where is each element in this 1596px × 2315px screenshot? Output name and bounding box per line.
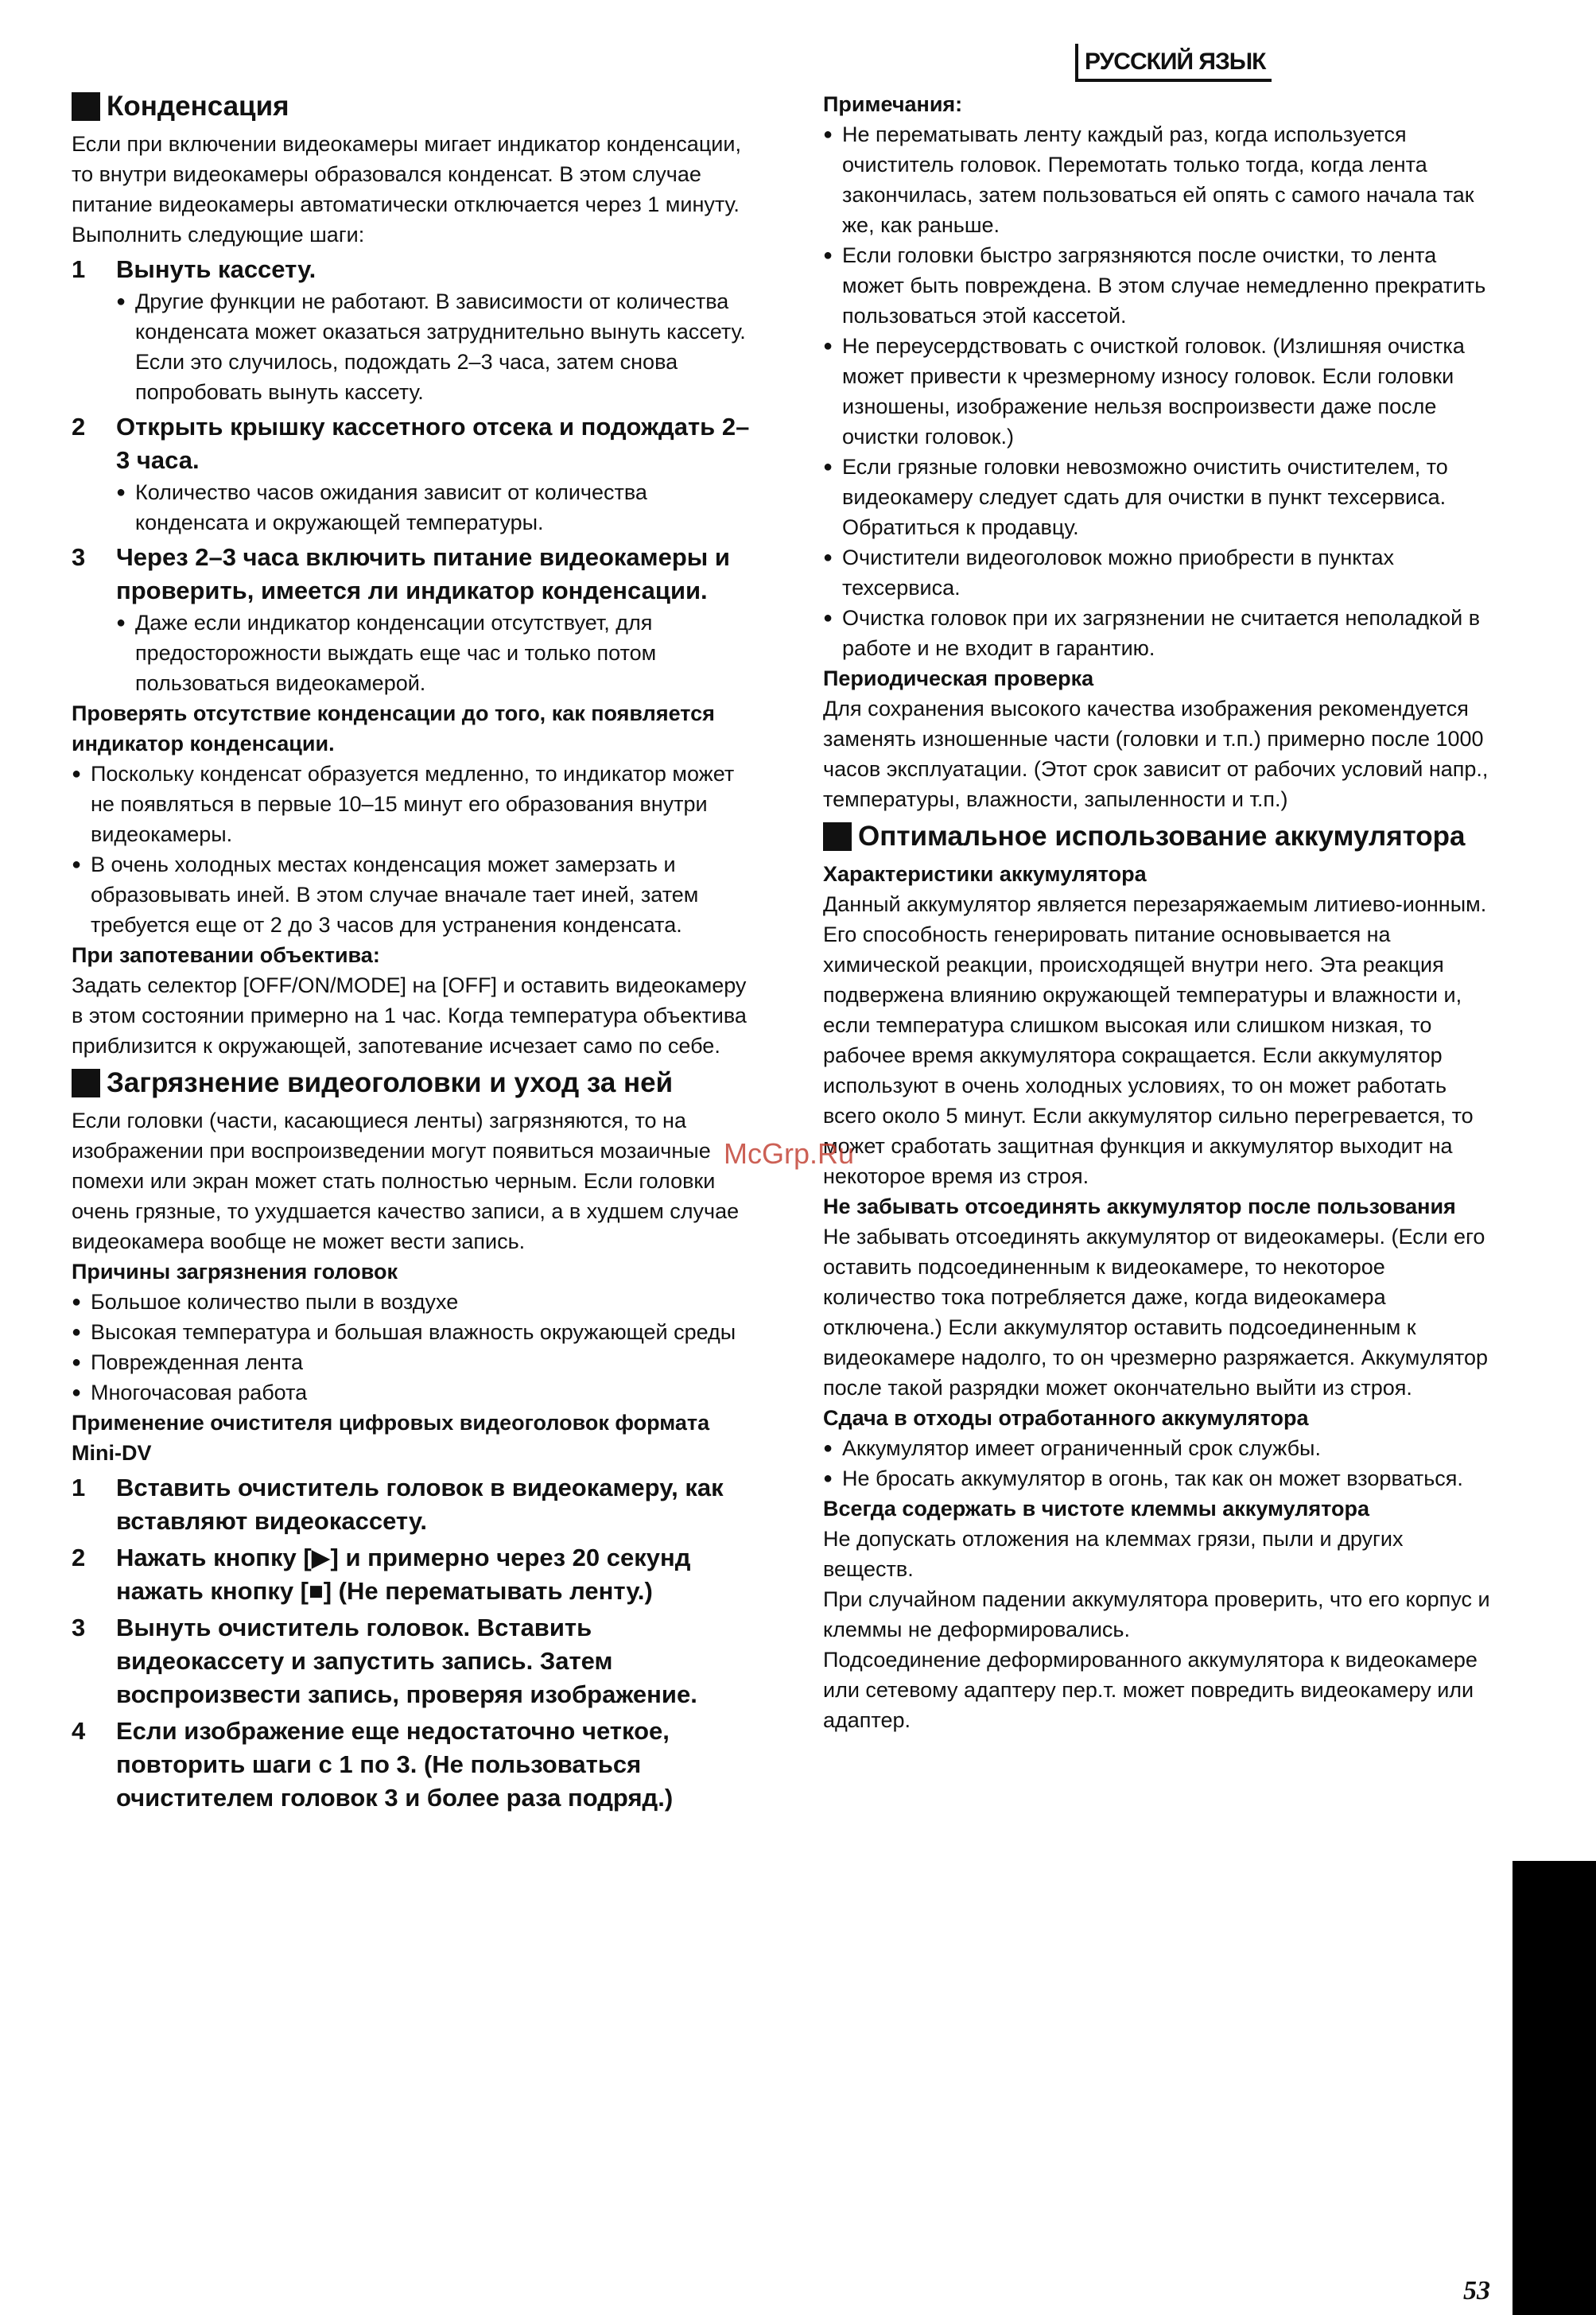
section-title-condensation: Конденсация [72,89,754,124]
battery-clean-heading: Всегда содержать в чистоте клеммы аккумулятора [823,1497,1370,1521]
watermark: McGrp.Ru [724,1137,855,1170]
section-title-battery: Оптимальное использование аккумулятора [823,819,1494,854]
list-item: ● Большое количество пыли в воздухе [72,1287,754,1317]
causes-list [72,1287,754,1408]
cleaner-heading: Применение очистителя цифровых видеоголовок формата Mini-DV [72,1411,710,1465]
section-marker-icon [72,1069,100,1097]
list-item: ● Высокая температура и большая влажность окружающей среды [72,1317,754,1347]
condensation-intro: Если при включении видеокамеры мигает индикатор конденсации, то внутри видеокамеры образовался конденсат. В этом случае питание видеокамеры автоматически отключается через 1 минуту. Выполнить следующие шаги: [72,132,741,247]
cleaner-step-2: 2 Нажать кнопку [▶] и примерно через 20 секунд нажать кнопку [■] (Не перематывать ленту.) [72,1544,691,1605]
cleaner-step-4: 4 Если изображение еще недостаточно четкое, повторить шаги с 1 по 3. (Не пользоваться очистителем головок 3 и более раза подряд.) [72,1717,674,1812]
language-tab: РУССКИЙ ЯЗЫК [1075,44,1272,82]
section-marker-icon [823,822,852,851]
list-item: ● Очистка головок при их загрязнении не считается неполадкой в работе и не входит в гарантию. [823,603,1494,663]
lens-heading: При запотевании объектива: [72,943,380,967]
list-item: ● Аккумулятор имеет ограниченный срок службы. [823,1433,1494,1463]
heads-intro: Если головки (части, касающиеся ленты) загрязняются, то на изображении при воспроизведении могут появиться мозаичные помехи или экран может стать полностью черным. Если головки очень грязные, то ухудшается качество записи, а в худшем случае видеокамера вообще не может вести запись. [72,1109,740,1253]
battery-char-heading: Характеристики аккумулятора [823,862,1147,886]
list-item: ● Поскольку конденсат образуется медленно, то индикатор может не появляться в первые 10–15 минут его образования внутри видеокамеры. [72,759,754,849]
cleaner-step-3: 3 Вынуть очиститель головок. Вставить видеокассету и запустить запись. Затем воспроизвести запись, проверяя изображение. [72,1614,697,1708]
battery-clean-text-2: При случайном падении аккумулятора проверить, что его корпус и клеммы не деформировались. [823,1587,1490,1641]
notes-heading: Примечания: [823,92,963,116]
step-2-bullets [72,477,754,538]
list-item: ● Если головки быстро загрязняются после очистки, то лента может быть повреждена. В этом случае немедленно прекратить пользоваться этой кассетой. [823,240,1494,331]
step-1-bullets [72,286,754,407]
causes-heading: Причины загрязнения головок [72,1260,398,1284]
list-item: ● Не переусердствовать с очисткой головок. (Излишняя очистка может привести к чрезмерному износу головок. Если головки изношены, изображение нельзя воспроизвести даже после очистки головок.) [823,331,1494,452]
side-tab-marker [1513,1861,1596,2315]
left-column [72,89,754,1815]
condensation-step-3: 3 Через 2–3 часа включить питание видеокамеры и проверить, имеется ли индикатор конденсации. [72,543,730,604]
battery-char-text: Данный аккумулятор является перезаряжаемым литиево-ионным. Его способность генерировать питание основывается на химической реакции, происходящей внутри него. Эта реакция подвержена влиянию окружающей температуры и влажности и, если температура слишком высокая или слишком низкая, то рабочее время аккумулятора сокращается. Если аккумулятор используют в очень холодных условиях, то он может работать всего около 5 минут. Если аккумулятор сильно перегревается, то может сработать защитная функция и аккумулятор выходит на некоторое время из строя. [823,892,1487,1188]
step-3-bullets [72,608,754,698]
list-item: ● Очистители видеоголовок можно приобрести в пунктах техсервиса. [823,542,1494,603]
battery-disposal-heading: Сдача в отходы отработанного аккумулятора [823,1406,1309,1430]
check-bullets [72,759,754,940]
notes-list [823,119,1494,663]
condensation-step-1: 1 Вынуть кассету. [72,255,316,283]
battery-detach-text: Не забывать отсоединять аккумулятор от видеокамеры. (Если его оставить подсоединенным к видеокамере, то некоторое количество тока потребляется даже, когда видеокамера отключена.) Если аккумулятор оставить подсоединенным к видеокамере надолго, то он чрезмерно разряжается. Аккумулятор после такой разрядки может окончательно выйти из строя. [823,1225,1488,1400]
list-item: ● Поврежденная лента [72,1347,754,1377]
page-number: 53 [1463,2276,1490,2305]
section-title-heads: Загрязнение видеоголовки и уход за ней [72,1066,754,1101]
battery-detach-heading: Не забывать отсоединять аккумулятор после пользования [823,1194,1456,1218]
check-heading: Проверять отсутствие конденсации до того, как появляется индикатор конденсации. [72,701,715,755]
cleaner-step-1: 1 Вставить очиститель головок в видеокамеру, как вставляют видеокассету. [72,1474,724,1535]
list-item: ● Не перематывать ленту каждый раз, когда используется очиститель головок. Перемотать только тогда, когда лента закончилась, затем пользоваться ей опять с самого начала так же, как раньше. [823,119,1494,240]
list-item: ● Если грязные головки невозможно очистить очистителем, то видеокамеру следует сдать для очистки в пункт техсервиса. Обратиться к продавцу. [823,452,1494,542]
lens-text: Задать селектор [OFF/ON/MODE] на [OFF] и оставить видеокамеру в этом состоянии примерно на 1 час. Когда температура объектива приблизится к окружающей, запотевание исчезает само по себе. [72,973,747,1058]
battery-clean-text-3: Подсоединение деформированного аккумулятора к видеокамере или сетевому адаптеру пер.т. может повредить видеокамеру или адаптер. [823,1648,1478,1732]
disposal-list [823,1433,1494,1493]
periodic-text: Для сохранения высокого качества изображения рекомендуется заменять изношенные части (головки и т.п.) примерно после 1000 часов эксплуатации. (Этот срок зависит от рабочих условий напр., температуры, влажности, запыленности и т.п.) [823,697,1489,811]
list-item: ● Не бросать аккумулятор в огонь, так как он может взорваться. [823,1463,1494,1493]
list-item: ● В очень холодных местах конденсация может замерзать и образовывать иней. В этом случае вначале тает иней, затем требуется еще от 2 до 3 часов для устранения конденсата. [72,849,754,940]
list-item: ● Другие функции не работают. В зависимости от количества конденсата может оказаться затруднительно вынуть кассету. Если это случилось, подождать 2–3 часа, затем снова попробовать вынуть кассету. [116,286,754,407]
periodic-heading: Периодическая проверка [823,666,1094,690]
condensation-step-2: 2 Открыть крышку кассетного отсека и подождать 2–3 часа. [72,413,750,474]
section-marker-icon [72,92,100,121]
list-item: ● Многочасовая работа [72,1377,754,1408]
right-column [823,89,1494,1735]
battery-clean-text-1: Не допускать отложения на клеммах грязи, пыли и других веществ. [823,1527,1404,1581]
list-item: ● Даже если индикатор конденсации отсутствует, для предосторожности выждать еще час и только потом пользоваться видеокамерой. [116,608,754,698]
list-item: ● Количество часов ожидания зависит от количества конденсата и окружающей температуры. [116,477,754,538]
